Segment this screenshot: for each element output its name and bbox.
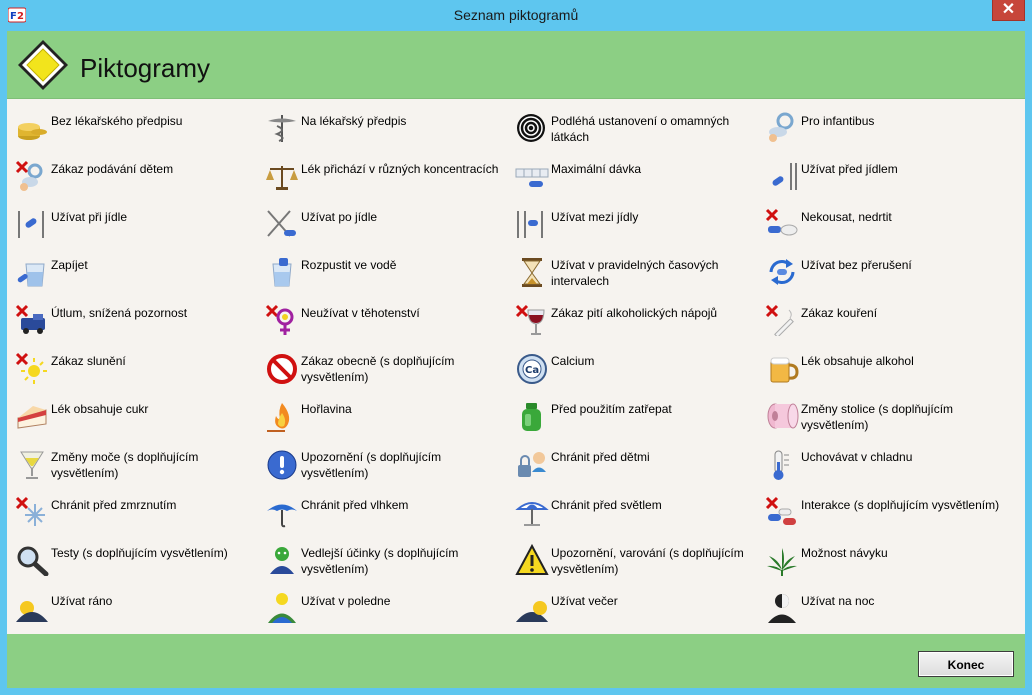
pictogram-item [507, 339, 757, 387]
spiral-icon [515, 112, 549, 144]
pictogram-item [257, 531, 507, 579]
parasol-icon [515, 496, 549, 528]
pictogram-item [757, 531, 1007, 579]
pictogram-item [757, 99, 1007, 147]
pictogram-label: Možnost návyku [801, 546, 888, 560]
pictogram-label: Chránit před dětmi [551, 450, 650, 464]
max-dose-icon [515, 160, 549, 192]
dialog-client [7, 31, 1025, 688]
pictogram-label: Neužívat v těhotenství [301, 306, 420, 320]
between-meals-icon [515, 208, 549, 240]
no-sun-icon [15, 352, 49, 384]
child-lock-icon [515, 448, 549, 480]
pictogram-label: Užívat na noc [801, 594, 875, 608]
no-pregnancy-icon [265, 304, 299, 336]
title-bar [0, 0, 1032, 31]
svg-text:Ca: Ca [525, 365, 540, 376]
pictogram-label: Zákaz kouření [801, 306, 878, 320]
pictogram-label: Zákaz pití alkoholických nápojů [551, 306, 718, 320]
pictogram-item [257, 483, 507, 531]
pacifier-icon [765, 112, 799, 144]
pictogram-label: Lék obsahuje cukr [51, 402, 149, 416]
morning-icon [15, 592, 49, 624]
exclamation-icon [265, 448, 299, 480]
pictogram-item [757, 147, 1007, 195]
toilet-paper-icon [765, 400, 799, 432]
pictogram-item [257, 195, 507, 243]
pictogram-item [7, 531, 257, 579]
pictogram-item [507, 147, 757, 195]
cycle-icon [765, 256, 799, 288]
pictogram-label: Užívat večer [551, 594, 618, 608]
pictogram-item [507, 243, 757, 291]
pictogram-label: Užívat bez přerušení [801, 258, 912, 272]
pictogram-item [257, 579, 507, 627]
pictogram-label: Rozpustit ve vodě [301, 258, 397, 272]
caduceus-icon [265, 112, 299, 144]
coins-icon [15, 112, 49, 144]
pictogram-item [757, 339, 1007, 387]
pictogram-label: Zákaz podávání dětem [51, 162, 174, 176]
pictogram-label: Změny stolice (s doplňujícím vysvětlením) [801, 402, 954, 432]
pictogram-item [7, 147, 257, 195]
noon-icon [265, 592, 299, 624]
pictogram-label: Uchovávat v chladnu [801, 450, 913, 464]
no-driving-icon [15, 304, 49, 336]
svg-text:2: 2 [17, 11, 24, 22]
page-title: Piktogramy [80, 53, 211, 83]
no-chew-icon [765, 208, 799, 240]
pictogram-item [7, 339, 257, 387]
thermometer-icon [765, 448, 799, 480]
pictogram-item [7, 579, 257, 627]
pictogram-item [257, 147, 507, 195]
diamond-sign-icon [17, 39, 69, 91]
pictogram-label: Užívat v poledne [301, 594, 391, 608]
after-meal-icon [265, 208, 299, 240]
shake-bottle-icon [515, 400, 549, 432]
pictogram-label: Upozornění (s doplňujícím vysvětlením) [301, 450, 442, 480]
window-title: Seznam piktogramů [453, 7, 579, 23]
flame-icon [265, 400, 299, 432]
before-meal-icon [765, 160, 799, 192]
pictogram-label: Hořlavina [301, 402, 352, 416]
pictogram-label: Chránit před zmrznutím [51, 498, 177, 512]
pictogram-item [507, 579, 757, 627]
pictogram-item [257, 291, 507, 339]
magnifier-icon [15, 544, 49, 576]
pictogram-label: Zákaz obecně (s doplňujícím vysvětlením) [301, 354, 455, 384]
pictogram-item [757, 483, 1007, 531]
pictogram-item [257, 99, 507, 147]
beer-mug-icon [765, 352, 799, 384]
no-frost-icon [15, 496, 49, 528]
header-banner [7, 31, 1025, 99]
footer-bar [7, 634, 1025, 688]
pictogram-item [7, 483, 257, 531]
pictogram-label: Užívat ráno [51, 594, 113, 608]
pictogram-item [257, 243, 507, 291]
pictogram-label: Lék přichází v různých koncentracích [301, 162, 499, 176]
pictogram-label: Útlum, snížená pozornost [51, 306, 188, 320]
prohibition-icon [265, 352, 299, 384]
pictogram-label: Calcium [551, 354, 595, 368]
pictogram-label: Zákaz slunění [51, 354, 126, 368]
pictogram-label: Nekousat, nedrtit [801, 210, 892, 224]
pictogram-label: Vedlejší účinky (s doplňujícím vysvětlením) [301, 546, 459, 576]
warning-triangle-icon [515, 544, 549, 576]
pictogram-item [507, 291, 757, 339]
pictogram-label: Bez lékařského předpisu [51, 114, 183, 128]
hourglass-icon [515, 256, 549, 288]
pictogram-label: Pro infantibus [801, 114, 875, 128]
pictogram-item [757, 195, 1007, 243]
interaction-icon [765, 496, 799, 528]
calcium-icon [515, 352, 549, 384]
pictogram-grid [7, 99, 1025, 634]
pictogram-item [507, 435, 757, 483]
pictogram-item [507, 99, 757, 147]
drink-water-icon [15, 256, 49, 288]
pictogram-item [7, 291, 257, 339]
evening-icon [515, 592, 549, 624]
pictogram-item [757, 243, 1007, 291]
pictogram-item [7, 435, 257, 483]
urine-glass-icon [15, 448, 49, 480]
pictogram-label: Zapíjet [51, 258, 88, 272]
close-button[interactable]: ✕ [992, 0, 1025, 21]
pictogram-item [757, 579, 1007, 627]
pictogram-item [257, 339, 507, 387]
dissolve-icon [265, 256, 299, 288]
pictogram-label: Maximální dávka [551, 162, 642, 176]
svg-text:F: F [10, 11, 17, 22]
pictogram-label: Užívat při jídle [51, 210, 128, 224]
close-dialog-button[interactable]: Konec [918, 651, 1014, 677]
cake-icon [15, 400, 49, 432]
pictogram-label: Testy (s doplňujícím vysvětlením) [51, 546, 228, 560]
no-smoking-icon [765, 304, 799, 336]
leaf-icon [765, 544, 799, 576]
pictogram-label: Upozornění, varování (s doplňujícím vysvětlením) [551, 546, 744, 576]
pictogram-label: Změny moče (s doplňujícím vysvětlením) [51, 450, 199, 480]
with-meal-icon [15, 208, 49, 240]
pictogram-item [507, 483, 757, 531]
pictogram-item [507, 195, 757, 243]
pictogram-label: Podléhá ustanovení o omamných látkách [551, 114, 730, 144]
pictogram-item [7, 387, 257, 435]
pictogram-item [757, 435, 1007, 483]
pictogram-item [757, 291, 1007, 339]
no-alcohol-icon [515, 304, 549, 336]
pictogram-label: Užívat mezi jídly [551, 210, 639, 224]
pictogram-label: Chránit před vlhkem [301, 498, 409, 512]
side-effects-icon [265, 544, 299, 576]
pictogram-item [757, 387, 1007, 435]
scales-icon [265, 160, 299, 192]
pictogram-label: Před použitím zatřepat [551, 402, 672, 416]
pictogram-item [7, 243, 257, 291]
pictogram-item [507, 387, 757, 435]
night-icon [765, 592, 799, 624]
umbrella-icon [265, 496, 299, 528]
pictogram-item [257, 387, 507, 435]
pictogram-item [7, 99, 257, 147]
pictogram-label: Interakce (s doplňujícím vysvětlením) [801, 498, 1000, 512]
pictogram-label: Užívat před jídlem [801, 162, 898, 176]
pictogram-label: Chránit před světlem [551, 498, 662, 512]
pictogram-label: Lék obsahuje alkohol [801, 354, 914, 368]
pictogram-item [7, 195, 257, 243]
no-children-icon [15, 160, 49, 192]
pictogram-item [257, 435, 507, 483]
pictogram-label: Užívat v pravidelných časových intervalech [551, 258, 719, 288]
pictogram-label: Užívat po jídle [301, 210, 378, 224]
pictogram-item [507, 531, 757, 579]
pictogram-label: Na lékařský předpis [301, 114, 407, 128]
